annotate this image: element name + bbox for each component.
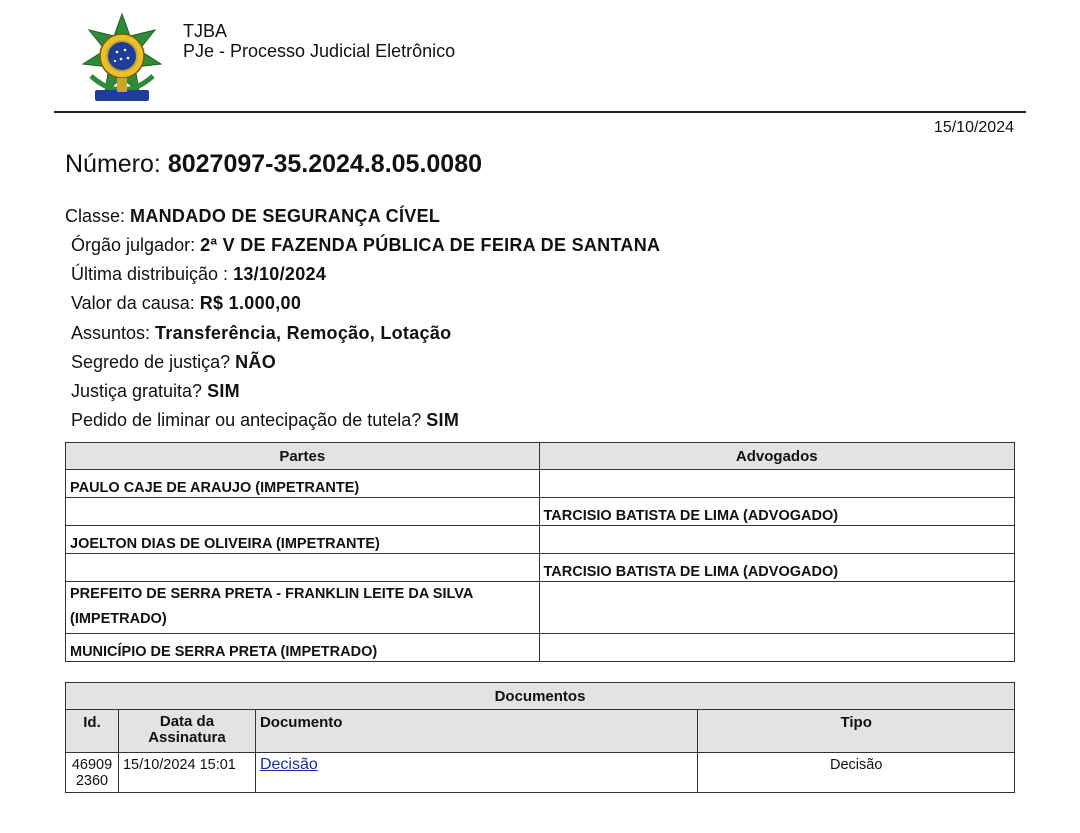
table-row bbox=[66, 582, 1015, 634]
field-orgao-julgador bbox=[71, 235, 660, 256]
field-classe bbox=[65, 206, 440, 227]
table-row bbox=[66, 634, 1015, 662]
lawyer-cell bbox=[539, 526, 1015, 554]
field-ultima-distribuicao bbox=[71, 264, 326, 285]
party-cell bbox=[66, 498, 540, 526]
documentos-table bbox=[65, 682, 1015, 793]
lawyer-cell bbox=[539, 470, 1015, 498]
doc-id: 46909 2360 bbox=[66, 753, 119, 793]
partes-table bbox=[65, 442, 1015, 662]
column-header-documento: Documento bbox=[255, 710, 697, 753]
field-assuntos bbox=[71, 323, 451, 344]
table-row bbox=[66, 554, 1015, 582]
party-cell: JOELTON DIAS DE OLIVEIRA (IMPETRANTE) bbox=[66, 526, 540, 554]
table-row bbox=[66, 498, 1015, 526]
field-value: MANDADO DE SEGURANÇA CÍVEL bbox=[130, 206, 441, 226]
field-label: Órgão julgador: bbox=[71, 235, 201, 255]
table-row bbox=[66, 470, 1015, 498]
doc-signature-date: 15/10/2024 15:01 bbox=[118, 753, 255, 793]
document-link[interactable]: Decisão bbox=[259, 756, 318, 773]
lawyer-cell: TARCISIO BATISTA DE LIMA (ADVOGADO) bbox=[539, 554, 1015, 582]
lawyer-cell bbox=[539, 634, 1015, 662]
field-justica-gratuita bbox=[71, 381, 240, 402]
system-name: PJe - Processo Judicial Eletrônico bbox=[183, 41, 456, 61]
party-cell: PREFEITO DE SERRA PRETA - FRANKLIN LEITE DA SILVA (IMPETRADO) bbox=[66, 582, 540, 634]
field-label: Justiça gratuita? bbox=[71, 381, 208, 401]
field-label: Segredo de justiça? bbox=[71, 352, 236, 372]
coat-of-arms-logo bbox=[77, 12, 167, 110]
field-label: Valor da causa: bbox=[71, 293, 200, 313]
field-value: R$ 1.000,00 bbox=[199, 293, 302, 313]
field-value: 13/10/2024 bbox=[233, 264, 327, 284]
field-value: SIM bbox=[207, 381, 240, 401]
field-label: Última distribuição : bbox=[71, 264, 234, 284]
court-name: TJBA bbox=[183, 21, 228, 41]
header-divider bbox=[54, 111, 1026, 113]
field-label: Assuntos: bbox=[71, 323, 156, 343]
doc-type: Decisão bbox=[698, 753, 1015, 793]
table-title-row bbox=[66, 683, 1015, 710]
lawyer-cell bbox=[539, 582, 1015, 634]
table-header-row bbox=[66, 710, 1015, 753]
process-number-value: 8027097-35.2024.8.05.0080 bbox=[167, 150, 483, 178]
field-label: Classe: bbox=[65, 206, 131, 226]
table-header-row bbox=[66, 443, 1015, 470]
column-header-data: Data da Assinatura bbox=[118, 710, 255, 753]
table-row bbox=[66, 526, 1015, 554]
column-header-partes: Partes bbox=[66, 443, 540, 470]
party-cell: PAULO CAJE DE ARAUJO (IMPETRANTE) bbox=[66, 470, 540, 498]
field-value: 2ª V DE FAZENDA PÚBLICA DE FEIRA DE SANTANA bbox=[200, 235, 661, 255]
field-segredo-justica bbox=[71, 352, 276, 373]
party-cell: MUNICÍPIO DE SERRA PRETA (IMPETRADO) bbox=[66, 634, 540, 662]
field-value: SIM bbox=[426, 410, 460, 430]
lawyer-cell: TARCISIO BATISTA DE LIMA (ADVOGADO) bbox=[539, 498, 1015, 526]
party-cell bbox=[66, 554, 540, 582]
field-pedido-liminar bbox=[71, 410, 459, 431]
column-header-tipo: Tipo bbox=[698, 710, 1015, 753]
column-header-advogados: Advogados bbox=[539, 443, 1015, 470]
field-label: Pedido de liminar ou antecipação de tutela? bbox=[71, 410, 427, 430]
field-value: Transferência, Remoção, Lotação bbox=[155, 323, 452, 343]
print-date: 15/10/2024 bbox=[933, 119, 1014, 136]
field-valor-causa bbox=[71, 293, 301, 314]
process-number-label: Número: bbox=[65, 150, 161, 178]
table-row bbox=[66, 753, 1015, 793]
field-value: NÃO bbox=[235, 352, 277, 372]
process-number bbox=[65, 150, 482, 179]
doc-name-cell bbox=[255, 753, 697, 793]
documentos-title: Documentos bbox=[66, 683, 1015, 710]
column-header-id: Id. bbox=[66, 710, 119, 753]
